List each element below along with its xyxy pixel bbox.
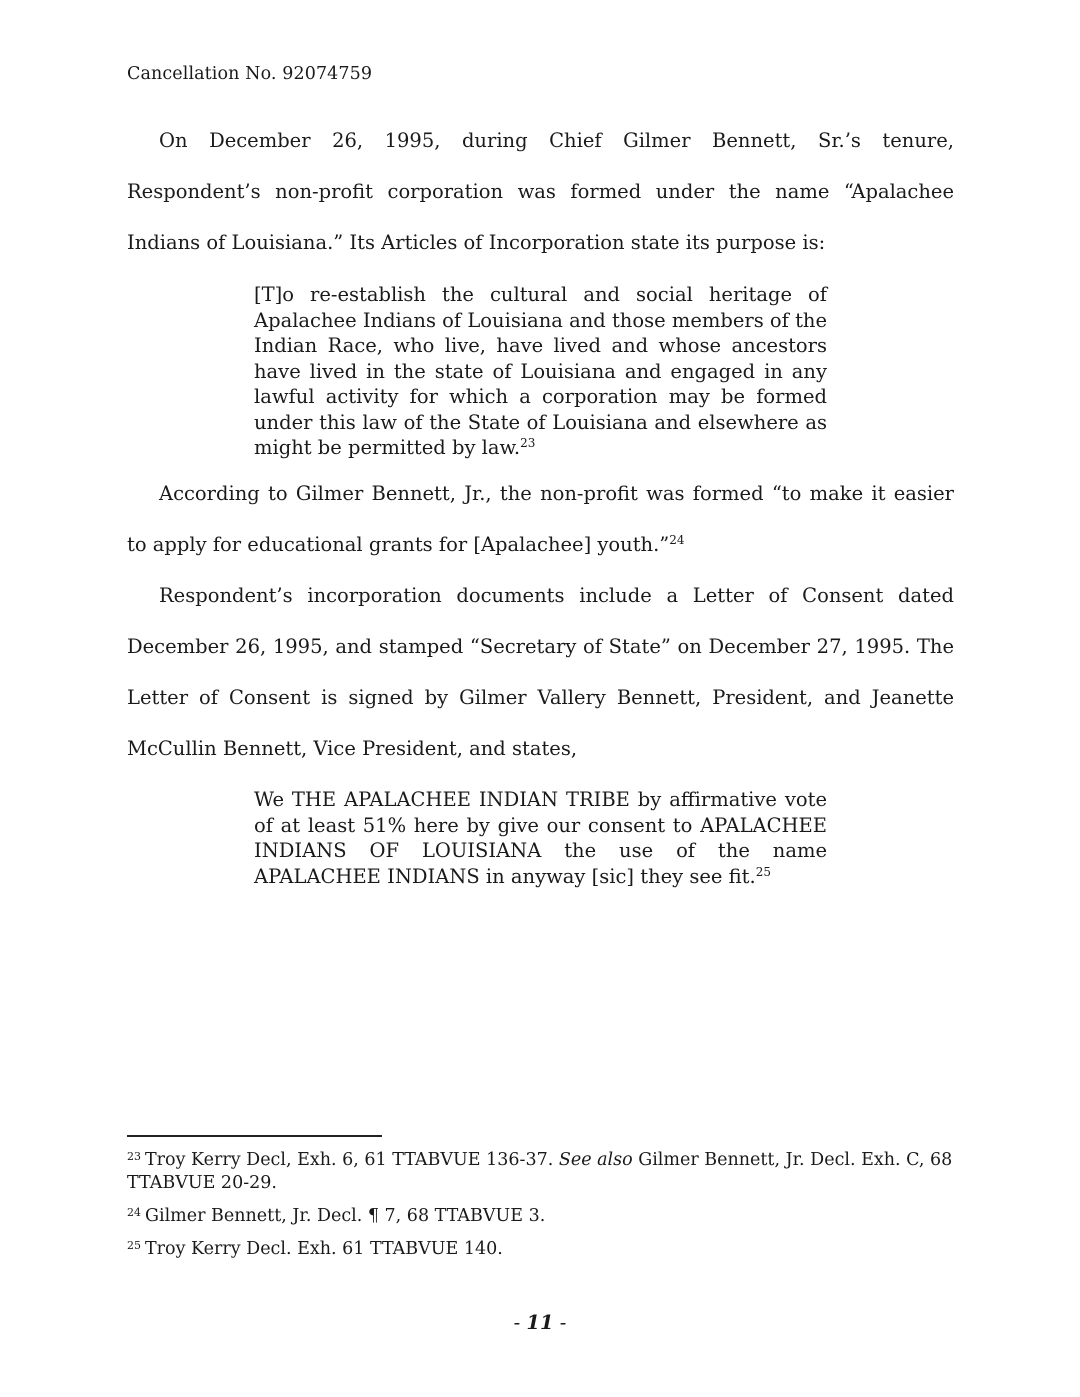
block-quote-consent: [254, 787, 827, 889]
paragraph-formation: [127, 115, 954, 268]
block-quote-articles-text: [T]o re-establish the cultural and social heritage of Apalachee Indians of Louisiana and those members of the Indian Race, who live, have lived and whose ancestors have lived in the state of Louisiana and engaged in any lawful activity for which a corporation may be formed under this law of the State of Louisiana and elsewhere as might be permitted by law.: [254, 283, 827, 459]
footnote-text: Gilmer Bennett, Jr. Decl. ¶ 7, 68 TTABVUE 3.: [145, 1206, 546, 1226]
footnote-ref-24: 24: [669, 533, 685, 547]
paragraph-consent-text: Respondent’s incorporation documents include a Letter of Consent dated December 26, 1995, and stamped “Secretary of State” on December 27, 1995. The Letter of Consent is signed by Gilmer Vallery Bennett, President, and Jeanette McCullin Bennett, Vice President, and states,: [127, 584, 954, 760]
footnote-ref-23: 23: [520, 436, 536, 450]
paragraph-purpose: [127, 468, 954, 570]
case-number-header: Cancellation No. 92074759: [127, 64, 373, 84]
footnote-mark: 25: [127, 1239, 141, 1252]
footnote-divider: [127, 1135, 382, 1137]
footnote-23: [127, 1149, 954, 1195]
paragraph-purpose-text: According to Gilmer Bennett, Jr., the non-profit was formed “to make it easier to apply for educational grants for [Apalachee] youth.”: [127, 482, 954, 556]
footnote-25: [127, 1238, 954, 1261]
paragraph-consent: [127, 570, 954, 774]
page-number-value: 11: [526, 1311, 554, 1334]
block-quote-articles: [254, 282, 827, 461]
footnote-text: Troy Kerry Decl, Exh. 6, 61 TTABVUE 136-37.: [145, 1150, 559, 1170]
footnote-signal: See also: [558, 1150, 633, 1170]
footnote-text: Gilmer Bennett, Jr. Decl. Exh. C, 68 TTABVUE 20-29.: [127, 1150, 953, 1193]
page-number-suffix: -: [553, 1311, 567, 1334]
footnote-24: [127, 1205, 954, 1228]
page-number-prefix: -: [513, 1311, 527, 1334]
footnote-text: Troy Kerry Decl. Exh. 61 TTABVUE 140.: [145, 1239, 503, 1259]
paragraph-formation-text: On December 26, 1995, during Chief Gilmer Bennett, Sr.’s tenure, Respondent’s non-profit corporation was formed under the name “Apalachee Indians of Louisiana.” Its Articles of Incorporation state its purpose is:: [127, 129, 954, 254]
page-number: [0, 1311, 1080, 1334]
footnote-mark: 23: [127, 1150, 141, 1163]
footnote-ref-25: 25: [755, 864, 771, 879]
footnote-mark: 24: [127, 1206, 141, 1219]
block-quote-consent-text: We THE APALACHEE INDIAN TRIBE by affirmative vote of at least 51% here by give our consent to APALACHEE INDIANS OF LOUISIANA the use of the name APALACHEE INDIANS in anyway [sic] they see fit.: [254, 788, 827, 888]
